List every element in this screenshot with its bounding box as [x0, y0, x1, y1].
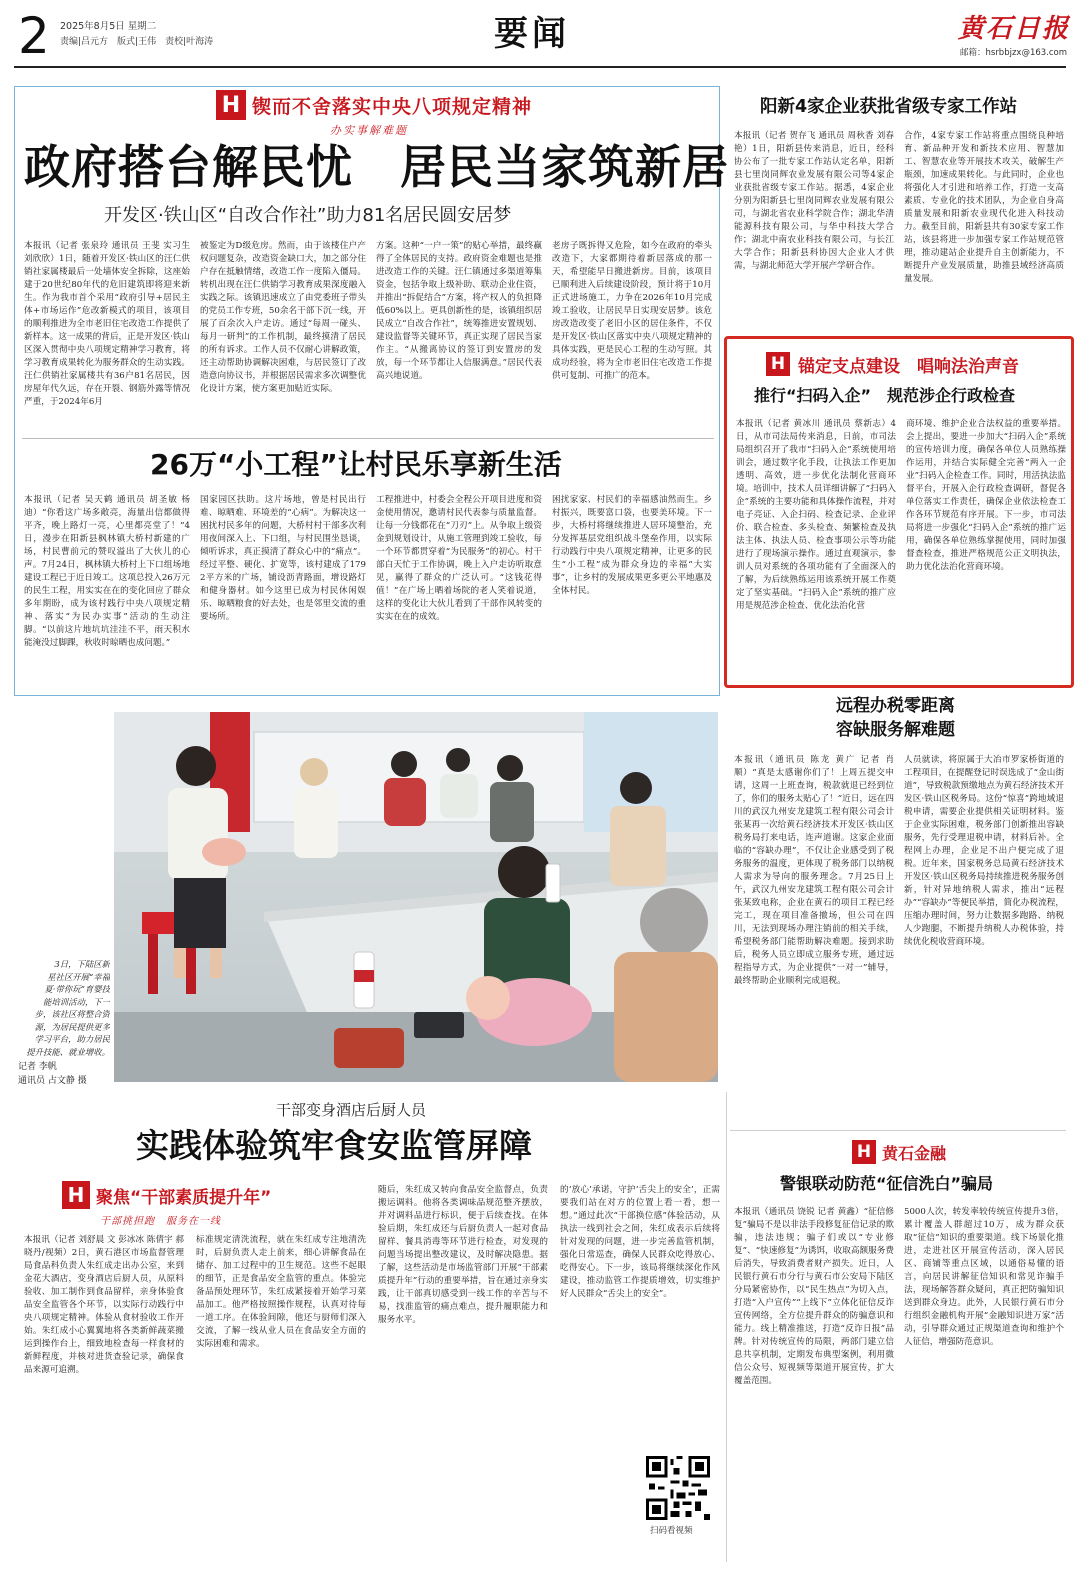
- article2-col-3: 工程推进中，村委会全程公开项目进度和资金使用情况，邀请村民代表参与质量监督。让每一分钱都花在“刀刃”上。从争取上级资金到规划设计，从施工管理到竣工验收，每一个环节都贯穿着“为民服务”的初心。村干部白天忙于工作协调，晚上入户走访听取意见，赢得了群众的广泛认可。“这钱花得值！”在广场上晒着场院的老人笑着说道，这样的变化让大伙儿看到了干部作风转变的实实在在的成效。: [376, 495, 542, 622]
- article5-col-1: 本报讯（通讯员 陈龙 黄广 记者 肖顺）“真是太感谢你们了！上周五提交申请，这周一上班查询，税款就退已经到位了，你们的服务太贴心了！”近日，远在四川的武汉九州安龙建筑工程有限公司会计张某再一次给黄石经济技术开发区·铁山区税务局打来电话，连声道谢。这家企业面临的“容缺办理”，不仅让企业感受到了税务服务的温度，更体现了税务部门以纳税人需求为导向的服务理念。7月25日上午，武汉九州安龙建筑工程有限公司会计张某致电称，企业在黄石的项目工程已经完工，现在项目准备撤场，但公司在四川，无法到现场办理注销前的相关手续，希望税务部门能帮助解决难题。接到求助后，税务人员立即成立服务专班，通过远程指导方式，为企业提供“一对一”辅导，最终帮助企业顺利完成退税。: [734, 755, 894, 986]
- article1-col-4: 老房子既拆得又危险，如今在政府的牵头改造下，大家都期待着新居落成的那一天，希望能早日搬进新房。目前，该项目已顺利进入后续建设阶段，预计将于10月正式进场施工，力争在2026年10月完成竣工验收，让居民早日实现安居梦。该危房改造改变了老旧小区的居住条件，不仅是开发区·铁山区落实中央八项规定精神的具体实践，更是民心工程的生动写照。其成功经验，将为全市老旧住宅改造工作提供可复制、可推广的范本。: [552, 241, 712, 381]
- article1-subhead: 开发区·铁山区“自改合作社”助力81名居民圆安居梦: [104, 205, 512, 226]
- article3-col-2: 合作，4家专家工作站将重点围绕良种培育、新品种开发和新技术应用、智慧加工、智慧农业等开展技术攻关，破解生产瓶颈，加速成果转化。与此同时，企业也将强化人才引进和培养工作，打造一支高素质、专业化的技术团队，为企业自身高质量发展和阳新农业现代化进入科技动力。截至目前，阳新县共有30家专家工作站，该县将进一步加强专家工作站规范管理，推动建站企业提升自主创新能力，不断提升产业发展质量，助推县域经济高质量发展。: [904, 131, 1064, 284]
- article1-kicker: 办实事解难题: [330, 124, 408, 137]
- article4-col-1: 本报讯（记者 黄冰川 通讯员 蔡新志）4日，从市司法局传来消息，日前，市司法局组织召开了我市“扫码入企”系统使用培训会，通过数字化手段，让执法工作更加透明、高效，进一步优化法制化营商环境。培训中，技术人员详细讲解了“扫码入企”系统的主要功能和具体操作流程，并对电子亮证、入企扫码、检查记录、企业评价、联合检查、多头检查、频繁检查及执法主体、执法人员、检查事项公示等功能进行了现场演示操作。通过直观演示，参训人员对系统的各项功能有了全面深入的了解，为后续熟练运用该系统开展工作奠定了坚实基础。“扫码入企”系统的推广应用是规范涉企检查、优化法治化营: [736, 419, 896, 611]
- photo-scene: [114, 712, 718, 1082]
- contact-email: 邮箱：hsrbbjzx@163.com: [960, 48, 1068, 58]
- header-rule: [14, 66, 1066, 68]
- caption-line: 提升技能、就业增收。: [26, 1046, 110, 1057]
- caption-line: 星社区开展“幸福: [47, 971, 110, 982]
- caption-line: 源，为居民提供更多: [34, 1021, 110, 1032]
- article7-banner: [852, 1140, 946, 1164]
- article1-banner: [216, 90, 532, 120]
- article6-col-3: 随后，朱红成又转向食品安全监督点，负责搬运调料。他将各类调味品规范整齐摆放，并对调料品进行标识，便于后续查找。在体验后期，朱红成还与后厨负责人一起对食品留样、餐具消毒等环节进行检查，对发现的问题当场提出整改建议，及时解决隐患。据了解，这些活动是市场监管部门开展“干部素质提升年”行动的重要举措，旨在通过亲身实践，让干部真切感受到一线工作的辛苦与不易，找准监管的痛点难点，提升履职能力和服务水平。: [378, 1185, 548, 1325]
- h-logo-icon: H: [62, 1181, 90, 1209]
- article7-banner-text: 黄石金融: [882, 1143, 947, 1163]
- qr-code-icon[interactable]: [646, 1456, 710, 1520]
- article6-kicker: 干部变身酒店后厨人员: [276, 1101, 427, 1119]
- article6-col-4: 的‘放心’承诺，守护‘舌尖上的安全’，正需要我们站在对方的位置上看一看，想一想。”通过此次“干部换位感”体验活动，从执法一线到社会之间，朱红成表示后续将针对发现的问题，进一步完善监管机制，强化日常巡查，确保人民群众吃得放心、吃得安心。下一步，该局将继续深化作风建设，推动监管工作提质增效，切实维护好人民群众“舌尖上的安全”。: [560, 1185, 720, 1299]
- caption-reporter: 记者 李帆: [18, 1062, 57, 1072]
- qr-caption: 扫码看视频: [650, 1526, 693, 1536]
- article6-banner-text: 聚焦“干部素质提升年”: [96, 1187, 272, 1208]
- caption-line: 能培训活动，下一: [43, 996, 110, 1007]
- article1-banner-text: 锲而不舍落实中央八项规定精神: [252, 95, 533, 118]
- article1-col-1: 本报讯（记者 张泉玲 通讯员 王斐 实习生 刘欣欣）1日，随着开发区·铁山区的汪仁供销社家属楼最后一处墙体安全拆除，这座始建于20世纪80年代的危旧建筑即将迎来新生。作为我市首个采用“政府引导+居民主体+市场运作”危改新模式的项目，该项目的顺利推进为全市老旧住宅改造工作提供了新样本。这一成果的背后，正是开发区·铁山区深入贯彻中央八项规定精神学习教育，将学习教育成果转化为服务群众的生动实践。汪仁供销社家属楼共有36户81名居民，因房屋年代久远，存在开裂、钢筋外露等情况严重，于2024年6月: [24, 241, 190, 407]
- article6-headline: 实践体验筑牢食安监管屏障: [136, 1126, 532, 1165]
- column-rule: [726, 1092, 727, 1562]
- h-logo-icon: H: [852, 1140, 876, 1164]
- article-divider: [22, 438, 714, 439]
- article6-banner: [62, 1182, 271, 1208]
- article1-col-3: 方案。这种“一户一策”的贴心举措，最终赢得了全体居民的支持。政府资金难题也是推进改造工作的关键。汪仁镇通过多渠道筹集资金，包括争取上级补助、联动企业住资，并推出“拆促结合”方案，将产权人的负担降低60%以上。更具创新性的是，该镇组织居民成立“自改合作社”，统筹推进安置规划、建设监督等关键环节，真正实现了居民当家作主。“从搬离协议的签订到安置房的发放，每一个环节都让人信服满意。”居民代表高兴地说道。: [376, 241, 542, 381]
- editors-line: 责编|吕元方 版式|王伟 责校|叶海涛: [60, 37, 214, 47]
- article2-col-4: 困扰家家、村民们的幸福感油然而生。乡村振兴，既要富口袋，也要美环境。下一步，大桥村将继续推进人居环境整治，充分发挥基层党组织战斗堡垒作用，以实际行动践行中央八项规定精神，让更多的民生“小工程”成为群众身边的幸福“大实事”，让乡村的发展成果更多更公平地惠及全体村民。: [552, 495, 712, 596]
- article6-col-1: 本报讯（记者 刘舒晨 文 彭冰冰 陈倩宇 郝晓丹/视频）2日，黄石港区市场监督管理局食品科负责人朱红成走出办公室，来到金花大酒店，变身酒店后厨人员，从原料验收、加工制作到食品留样，亲身体验食品安全监管各个环节，以实际行动践行中央八项规定精神。体验从食材验收工作开始。朱红成小心翼翼地将各类新鲜蔬菜搬运到操作台上，细致地检查每一样食材的新鲜程度，并核对进货查验记录，确保食品来源可追溯。: [24, 1235, 184, 1375]
- bottom-section-rule: [730, 1130, 1066, 1131]
- article1-headline: 政府搭台解民忧 居民当家筑新居: [24, 140, 729, 194]
- caption-line: 3日，下陆区新: [54, 959, 110, 969]
- page-number: 2: [18, 7, 50, 65]
- article6-col-2: 标准规定清洗流程，就在朱红成专注地清洗时，后厨负责人走上前来，细心讲解食品在储存、加工过程中的卫生规范。这些不起眼的细节，正是食品安全监管的重点。体验完备品预处理环节，朱红成紧接着开始学习菜品加工。他严格按照操作规程，认真对待每一道工序。在体验间隙，他还与厨师们深入交流，了解一线从业人员在食品安全方面的实际困难和需求。: [196, 1235, 366, 1349]
- article7-col-2: 5000人次，转发率较传统宣传提升3倍，累计覆盖人群超过10万，成为群众获取“征信”知识的重要渠道。线下场景化推进，走进社区开展宣传活动，深入居民区、商铺等重点区域，以通俗易懂的语言，向居民讲解征信知识和常见诈骗手法，现场解答群众疑问，真正把防骗知识送到群众身边。此外，人民银行黄石市分行组织金融机构开展“金融知识进万家”活动，引导群众通过正规渠道查询和维护个人征信，增强防范意识。: [904, 1207, 1064, 1347]
- h-logo-icon: H: [766, 352, 790, 376]
- article2-headline: 26万“小工程”让村民乐享新生活: [150, 448, 562, 481]
- article4-headline: 推行“扫码入企” 规范涉企行政检查: [754, 386, 1016, 405]
- date-line: 2025年8月5日 星期二: [60, 21, 157, 32]
- article3-headline: 阳新4家企业获批省级专家工作站: [760, 97, 1018, 117]
- article5-col-2: 人员就读，将原属于大冶市罗家桥街道的工程项目，在提醒登记时误选成了“金山街道”，导致税款预缴地点为黄石经济技术开发区·铁山区税务局。这份“惊喜”跨地域退税申请，需要企业提供相关证明材料。鉴于企业实际困难，税务部门创新推出容缺服务，先行受理退税申请，材料后补。全程网上办理，企业足不出户便完成了退税。近年来，国家税务总局黄石经济技术开发区·铁山区税务局持续推进税务服务创新，针对异地纳税人需求，推出“远程办”“容缺办”等便民举措，简化办税流程，压缩办理时间，努力让数据多跑路、纳税人少跑腿，不断提升纳税人办税体验，持续优化税收营商环境。: [904, 755, 1064, 947]
- caption-line: 夏·带你玩”育婴技: [44, 984, 110, 994]
- article4-col-2: 商环境、维护企业合法权益的重要举措。会上提出，要进一步加大“扫码入企”系统的宣传培训力度，确保各单位人员熟练操作运用，并结合实际健全完善“两入一企业”扫码入企检查工作。同时，用活执法监督平台，开展入企行政检查调研，督促各单位落实工作责任，确保企业依法检查工作各环节规范有序开展。下一步，市司法局将进一步强化“扫码入企”系统的推广运用，确保各单位熟练掌握使用，同时加强督查检查，推进严格规范公正文明执法，助力优化法治化营商环境。: [906, 419, 1066, 572]
- caption-correspondent: 通讯员 占文静 摄: [18, 1076, 87, 1086]
- photo-caption: [18, 958, 110, 1088]
- page-header: [0, 0, 1080, 78]
- article7-headline: 警银联动防范“征信洗白”骗局: [780, 1174, 994, 1193]
- article5-headline-line2: 容缺服务解难题: [836, 720, 955, 740]
- article1-col-2: 被鉴定为D级危房。然而，由于该楼住户产权问题复杂，改造资金缺口大，加之部分住户存在抵触情绪，改造工作一度陷入僵局。转机出现在汪仁供销学习教育成果深度融入实践之际。该镇迅速成立了由党委班子带头的党员工作专班，50余名干部下沉一线，开展了百余次入户走访。通过“每周一碰头、每月一研判”的工作机制，最终摸清了居民的所有诉求。工作人员不仅耐心讲解政策，还主动帮助协调解决困难，与居民签订了改造意向协议书，并根据居民需求多次调整优化设计方案，使方案更加贴近实际。: [200, 241, 366, 394]
- caption-line: 学习平台，助力居民: [34, 1034, 110, 1044]
- article7-col-1: 本报讯（通讯员 饶锐 记者 黄鑫）“征信修复”骗局不是以非法手段修复征信记录的欺骗，违法违规；骗子们或以“专业修复”、“快速修复”为诱饵，收取高额服务费后消失，导致消费者财产损失。近日，人民银行黄石市分行与黄石市公安局下陆区分局紧密协作，以“民生热点”为切入点，打造“入户宣传”“上线下”立体化征信反诈宣传网络，全方位提升群众的防骗意识和能力。线上精准推送，打造“反诈日报”品牌。针对传统宣传的局限，两部门建立信息共享机制，定期发布典型案例，利用微信公众号、短视频等渠道开展宣传，扩大覆盖范围。: [734, 1207, 894, 1386]
- masthead-logo: 黄石日报: [958, 14, 1071, 44]
- news-photo: [114, 712, 718, 1082]
- article2-col-1: 本报讯（记者 吴天鹤 通讯员 胡圣敏 杨迪）“你看这广场多敞亮，海量出信都做得平齐，晚上路灯一亮，心里都亮堂了！”4日，漫步在阳新县枫林镇大桥村新建的广场，村民曹前元的赞叹溢出了大伙儿的心声。7月24日，枫林镇大桥村上下口组场地建设工程已于近日竣工。这项总投入26万元的民生工程，用实实在在的变化回应了群众多年期盼，成为该村践行中央八项规定精神、落实“为民办实事”活动的生动注脚。“以前这片地坑坑洼洼不平，雨天积水能淹没过脚踝，秋收时晾晒也成问题。”: [24, 495, 190, 648]
- article4-banner: [766, 352, 1019, 376]
- article6-banner-sub: 干部挑担跑 服务在一线: [100, 1216, 221, 1227]
- h-logo-icon: H: [216, 90, 246, 120]
- article3-col-1: 本报讯（记者 贺存飞 通讯员 周秋香 刘春艳）1日，阳新县传来消息，近日，经科协公布了一批专家工作站认定名单，阳新县七里岗同辉农业发展有限公司等4家企业获批省级专家工作站。据悉，4家企业分别为阳新县七里岗同辉农业发展有限公司，与湖北省农业科学院合作；湖北华清能源科技有限公司，与华中科技大学合作；湖北中南农业科技有限公司，与长江大学合作；阳新县科协因大企业人才供需，与湖北师范大学开展产学研合作。: [734, 131, 894, 271]
- article4-banner-text: 锚定支点建设 唱响法治声音: [798, 356, 1019, 377]
- article2-col-2: 国家园区扶助。这片场地，曾是村民出行难、晾晒难、环境差的“心病”。为解决这一困扰村民多年的问题，大桥村村干部多次利用夜间深入上、下口组，与村民围坐恳谈，倾听诉求，真正摸清了群众心中的“痛点”。经过平整、硬化、扩宽等，该村建成了1792平方米的广场，铺设沥青路面，增设路灯和健身器材。如今这里已成为村民休闲娱乐、晾晒粮食的好去处，也是邻里交流的重要场所。: [200, 495, 366, 622]
- section-title: 要闻: [494, 14, 570, 54]
- caption-line: 步，该社区将整合资: [34, 1009, 110, 1019]
- article5-headline-line1: 远程办税零距离: [836, 696, 955, 716]
